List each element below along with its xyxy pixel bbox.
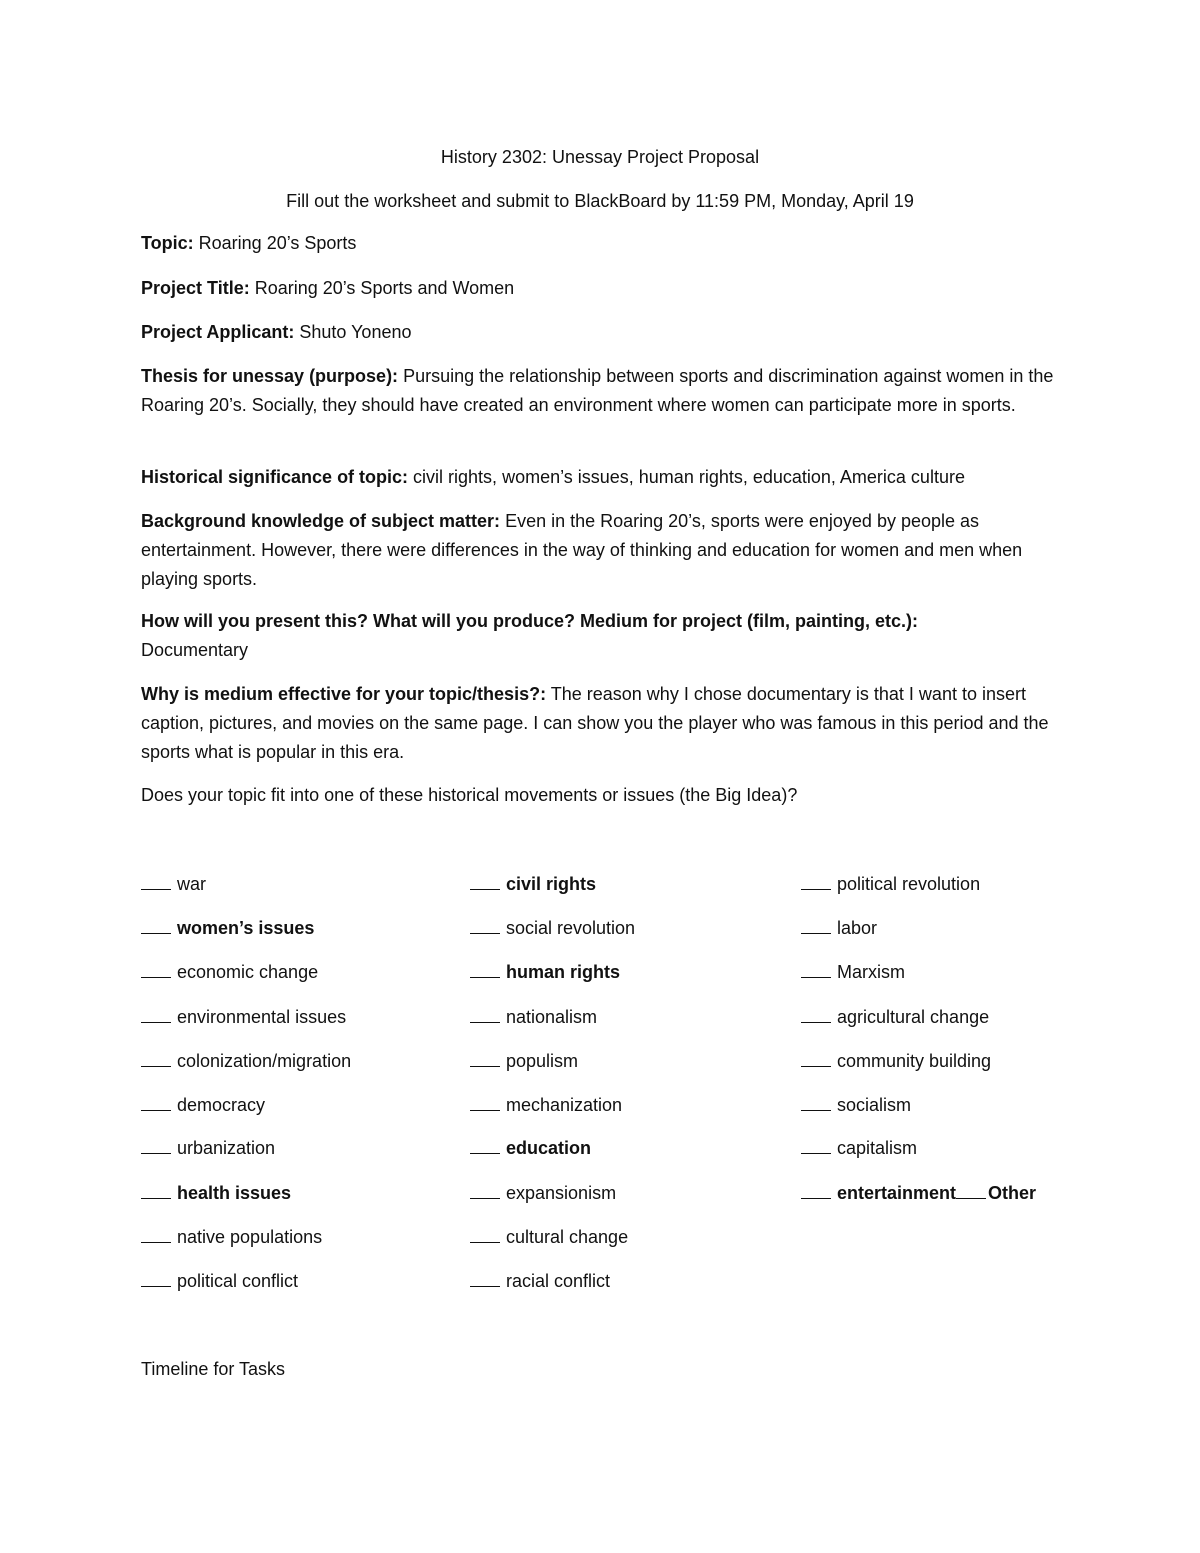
checkbox-blank xyxy=(801,961,831,978)
checklist-item xyxy=(470,1050,578,1072)
checkbox-blank xyxy=(801,1137,831,1154)
checklist-item xyxy=(141,917,314,939)
checkbox-blank xyxy=(470,1094,500,1111)
checklist-item xyxy=(801,1137,917,1159)
checklist-item-label: Other xyxy=(988,1183,1037,1203)
applicant-value: Shuto Yoneno xyxy=(294,322,412,342)
checklist-item-label: political conflict xyxy=(177,1271,299,1291)
checkbox-blank xyxy=(470,1006,500,1023)
topic-label: Topic: xyxy=(141,233,194,253)
thesis-value: Pursuing the relationship between sports and discrimination against women in the Roaring 20’s. Socially, they should have created an environment where women can participate more in sports. xyxy=(141,366,1054,415)
checklist-item-label: education xyxy=(506,1138,592,1158)
project-title-value: Roaring 20’s Sports and Women xyxy=(249,278,515,298)
checklist-item-label: entertainment xyxy=(837,1183,957,1203)
checklist-item xyxy=(141,873,206,895)
applicant-label: Project Applicant: xyxy=(141,322,295,342)
checklist-item xyxy=(141,1094,265,1116)
checklist-item-label: civil rights xyxy=(506,874,597,894)
medium-label: How will you present this? What will you produce? Medium for project (film, painting, etc.): xyxy=(141,611,919,631)
checkbox-blank xyxy=(470,917,500,934)
checkbox-blank xyxy=(141,1006,171,1023)
checklist-item xyxy=(141,1050,351,1072)
checklist-item xyxy=(470,961,620,983)
why-medium-label: Why is medium effective for your topic/thesis?: xyxy=(141,684,547,704)
checklist-item xyxy=(141,1006,346,1028)
checkbox-blank xyxy=(956,1182,986,1199)
checklist-item-label: expansionism xyxy=(506,1183,617,1203)
checklist-item-label: cultural change xyxy=(506,1227,629,1247)
checklist-item xyxy=(470,1270,610,1292)
checkbox-blank xyxy=(141,917,171,934)
medium-value: Documentary xyxy=(141,640,249,660)
checklist-item xyxy=(470,1094,622,1116)
checkbox-blank xyxy=(801,1182,831,1199)
checklist-item xyxy=(801,1094,911,1116)
why-medium-value: The reason why I chose documentary is that I want to insert caption, pictures, and movies on the same page. I can show you the player who was famous in this period and the sports what is popular in this era. xyxy=(141,684,1049,762)
checklist-item-label: economic change xyxy=(177,962,319,982)
checklist-item xyxy=(801,917,877,939)
checkbox-blank xyxy=(801,1050,831,1067)
background-field xyxy=(141,507,1066,594)
checklist-item xyxy=(801,1182,1036,1204)
checklist-item xyxy=(801,961,905,983)
checklist-item xyxy=(801,1050,991,1072)
significance-field xyxy=(141,463,1066,492)
checkbox-blank xyxy=(470,1137,500,1154)
checklist-item-label: human rights xyxy=(506,962,621,982)
checklist-item-label: democracy xyxy=(177,1095,266,1115)
checklist-item xyxy=(141,1137,275,1159)
checkbox-blank xyxy=(470,1182,500,1199)
checklist-item-label: urbanization xyxy=(177,1138,276,1158)
checklist-item xyxy=(470,1226,628,1248)
checklist-item-label: racial conflict xyxy=(506,1271,611,1291)
background-label: Background knowledge of subject matter: xyxy=(141,511,501,531)
significance-label: Historical significance of topic: xyxy=(141,467,409,487)
checklist-item xyxy=(470,873,596,895)
why-medium-field xyxy=(141,680,1066,767)
thesis-label: Thesis for unessay (purpose): xyxy=(141,366,399,386)
checklist-item xyxy=(141,961,318,983)
topic-value: Roaring 20’s Sports xyxy=(193,233,357,253)
checkbox-blank xyxy=(470,873,500,890)
checkbox-blank xyxy=(801,873,831,890)
significance-value: civil rights, women’s issues, human rights, education, America culture xyxy=(408,467,965,487)
applicant-field xyxy=(141,318,1066,347)
checkbox-blank xyxy=(801,1094,831,1111)
checklist-item-label: political revolution xyxy=(837,874,981,894)
checkbox-blank xyxy=(470,961,500,978)
checklist-item-label: capitalism xyxy=(837,1138,918,1158)
checkbox-blank xyxy=(470,1226,500,1243)
thesis-field xyxy=(141,362,1066,420)
checklist-item-label: Marxism xyxy=(837,962,905,982)
checklist-item xyxy=(801,873,980,895)
checkbox-blank xyxy=(141,1270,171,1287)
checklist-item xyxy=(141,1270,298,1292)
checklist-item xyxy=(470,1137,591,1159)
checklist-item-label: community building xyxy=(837,1051,992,1071)
checkbox-blank xyxy=(141,1137,171,1154)
checklist-item-label: war xyxy=(177,874,207,894)
checklist-item xyxy=(141,1182,291,1204)
checklist-item xyxy=(801,1006,989,1028)
checklist-item-label: nationalism xyxy=(506,1007,598,1027)
checklist-item-label: native populations xyxy=(177,1227,323,1247)
instructions: Fill out the worksheet and submit to BlackBoard by 11:59 PM, Monday, April 19 xyxy=(286,191,914,211)
big-idea-question: Does your topic fit into one of these historical movements or issues (the Big Idea)? xyxy=(141,785,798,805)
checklist-item-label: women’s issues xyxy=(177,918,315,938)
checkbox-blank xyxy=(801,917,831,934)
checkbox-blank xyxy=(801,1006,831,1023)
checklist-item-label: health issues xyxy=(177,1183,292,1203)
checkbox-blank xyxy=(141,1050,171,1067)
checklist-item-label: colonization/migration xyxy=(177,1051,352,1071)
checklist-item-label: environmental issues xyxy=(177,1007,347,1027)
background-value: Even in the Roaring 20’s, sports were enjoyed by people as entertainment. However, there were differences in the way of thinking and education for women and men when playing sports. xyxy=(141,511,1023,589)
checklist-item-label: social revolution xyxy=(506,918,636,938)
checklist-item xyxy=(470,917,635,939)
checkbox-blank xyxy=(141,873,171,890)
checklist-item xyxy=(141,1226,322,1248)
checklist-item xyxy=(470,1006,597,1028)
page-title: History 2302: Unessay Project Proposal xyxy=(440,147,760,167)
checkbox-blank xyxy=(141,1182,171,1199)
checkbox-blank xyxy=(141,961,171,978)
timeline-heading: Timeline for Tasks xyxy=(141,1359,286,1379)
checklist-item-label: labor xyxy=(837,918,878,938)
project-title-field xyxy=(141,274,1066,303)
checklist-item-label: agricultural change xyxy=(837,1007,990,1027)
checklist-item xyxy=(470,1182,616,1204)
checklist-item-label: populism xyxy=(506,1051,579,1071)
medium-field xyxy=(141,607,1066,665)
checkbox-blank xyxy=(141,1226,171,1243)
project-title-label: Project Title: xyxy=(141,278,250,298)
checklist-item-label: socialism xyxy=(837,1095,912,1115)
checkbox-blank xyxy=(470,1050,500,1067)
checklist-item-label: mechanization xyxy=(506,1095,623,1115)
topic-field xyxy=(141,229,1066,258)
checkbox-blank xyxy=(470,1270,500,1287)
checkbox-blank xyxy=(141,1094,171,1111)
